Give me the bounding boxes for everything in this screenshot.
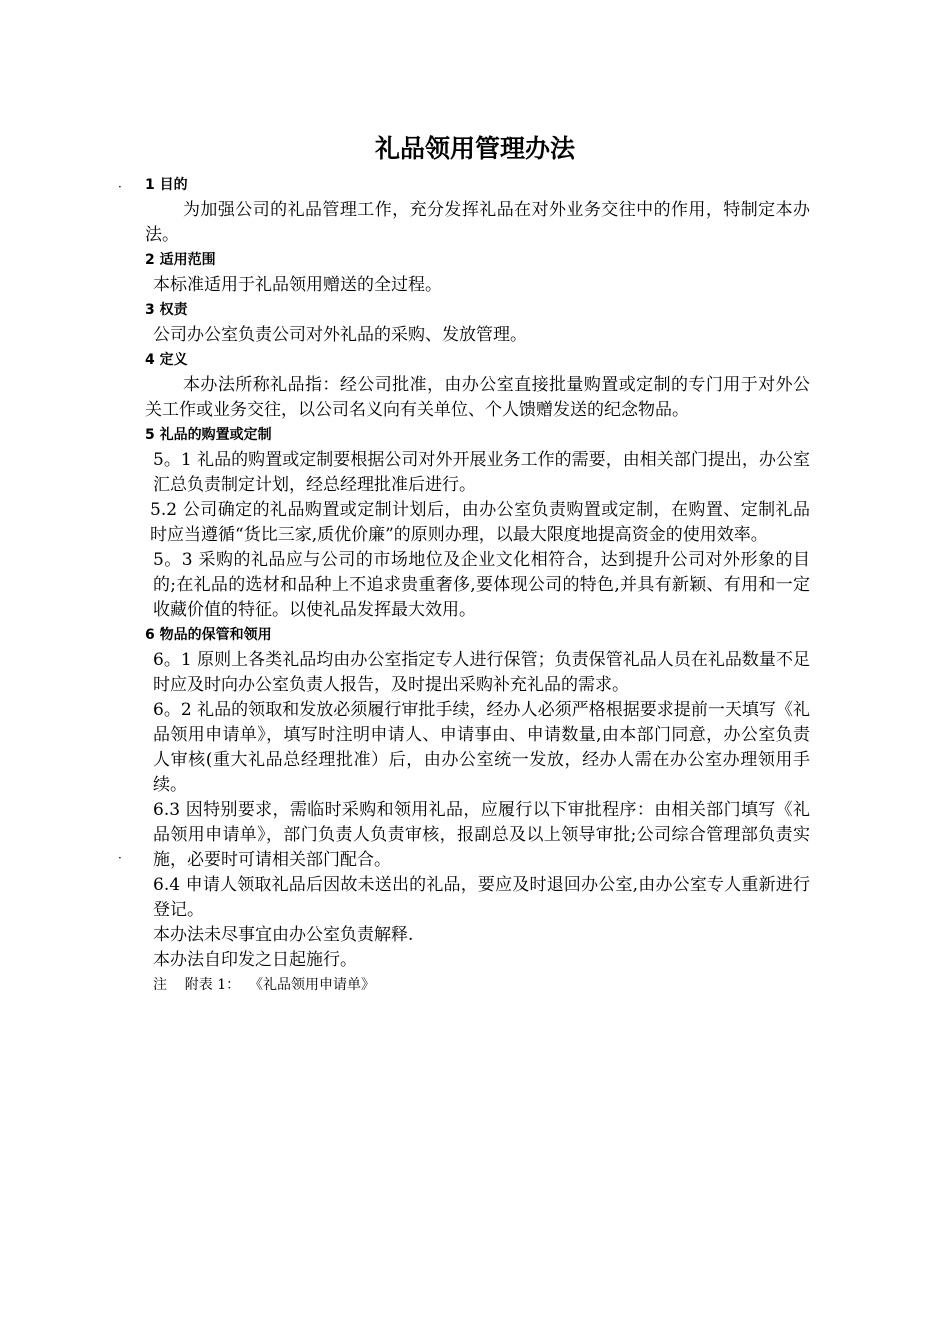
closing-line: 本办法自印发之日起施行。: [153, 950, 357, 970]
section-heading: 5 礼品的购置或定制: [145, 427, 272, 443]
section-heading: 1 目的: [145, 177, 188, 193]
section-paragraph: 6。2 礼品的领取和发放必须履行审批手续，经办人必须严格根据要求提前一天填写《礼品领用申请单》，填写时注明申请人、申请事由、申请数量,由本部门同意，办公室负责人审核(重大礼品总经理批准）后，由办公室统一发放，经办人需在办公室办理领用手续。: [153, 700, 810, 795]
document-body: [145, 173, 810, 998]
section-heading: 6 物品的保管和领用: [145, 627, 272, 643]
section-paragraph: 公司办公室负责公司对外礼品的采购、发放管理。: [153, 325, 527, 345]
attachment-note: 注 附表 1： 《礼品领用申请单》: [153, 977, 376, 993]
section-paragraph: 6.3 因特别要求，需临时采购和领用礼品，应履行以下审批程序：由相关部门填写《礼品领用申请单》，部门负责人负责审核，报副总及以上领导审批;公司综合管理部负责实施，必要时可请相关部门配合。: [153, 800, 810, 870]
section-heading: 4 定义: [145, 352, 188, 368]
section-definition: [145, 348, 810, 423]
section-purchase: [145, 423, 810, 623]
section-paragraph: 5。3 采购的礼品应与公司的市场地位及企业文化相符合，达到提升公司对外形象的目的;在礼品的选材和品种上不追求贵重奢侈,要体现公司的特色,并具有新颖、有用和一定收藏价值的特征。以使礼品发挥最大效用。: [153, 550, 810, 620]
document-title: 礼品领用管理办法: [374, 134, 575, 163]
margin-mark: ·: [118, 180, 122, 194]
section-paragraph: 本办法所称礼品指：经公司批准，由办公室直接批量购置或定制的专门用于对外公关工作或业务交往，以公司名义向有关单位、个人馈赠发送的纪念物品。: [145, 375, 810, 420]
section-purpose: [145, 173, 810, 248]
section-paragraph: 本标准适用于礼品领用赠送的全过程。: [153, 275, 442, 295]
section-scope: [145, 248, 810, 298]
margin-mark: ·: [118, 851, 122, 865]
section-heading: 2 适用范围: [145, 252, 216, 268]
closing-line: 本办法未尽事宜由办公室负责解释.: [153, 925, 414, 945]
section-paragraph: 5。1 礼品的购置或定制要根据公司对外开展业务工作的需要，由相关部门提出，办公室汇总负责制定计划，经总经理批准后进行。: [153, 450, 810, 495]
section-paragraph: 6。1 原则上各类礼品均由办公室指定专人进行保管；负责保管礼品人员在礼品数量不足时应及时向办公室负责人报告，及时提出采购补充礼品的需求。: [153, 650, 810, 695]
section-paragraph: 为加强公司的礼品管理工作，充分发挥礼品在对外业务交往中的作用，特制定本办法。: [145, 200, 810, 245]
section-paragraph: 5.2 公司确定的礼品购置或定制计划后，由办公室负责购置或定制，在购置、定制礼品时应当遵循“货比三家,质优价廉”的原则办理，以最大限度地提高资金的使用效率。: [150, 500, 810, 545]
section-storage: [145, 623, 810, 923]
section-responsibility: [145, 298, 810, 348]
section-heading: 3 权责: [145, 302, 188, 318]
closing-statements: [145, 923, 810, 973]
section-paragraph: 6.4 申请人领取礼品后因故未送出的礼品，要应及时退回办公室,由办公室专人重新进行登记。: [153, 875, 810, 920]
